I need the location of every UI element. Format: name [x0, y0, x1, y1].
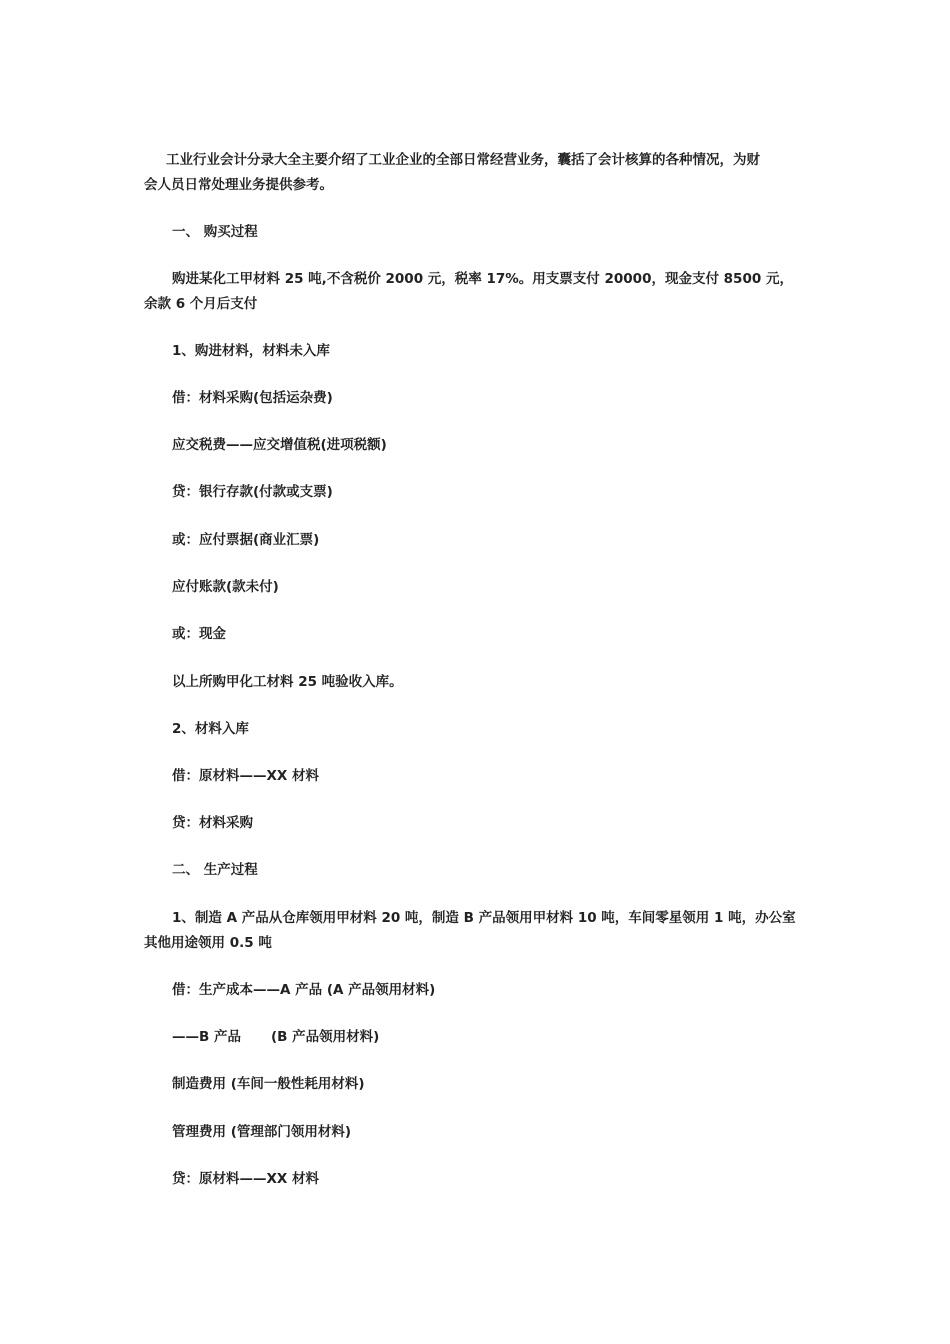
step-heading-buy-materials: 1、购进材料，材料未入库 [172, 343, 330, 359]
entry-admin-expense: 管理费用 (管理部门领用材料) [172, 1124, 352, 1140]
production-paragraph-line1: 1、制造 A 产品从仓库领用甲材料 20 吨，制造 B 产品领用甲材料 10 吨，车间零星领用 1 吨，办公室 [172, 910, 796, 926]
production-paragraph-line2: 其他用途领用 0.5 吨 [144, 935, 272, 951]
purchase-paragraph-line2: 余款 6 个月后支付 [144, 296, 258, 312]
received-note: 以上所购甲化工材料 25 吨验收入库。 [172, 674, 403, 690]
entry-or-notes-payable: 或：应付票据(商业汇票) [172, 532, 320, 548]
entry-credit-raw-materials: 贷：原材料——XX 材料 [172, 1171, 320, 1187]
step-heading-materials-in: 2、材料入库 [172, 721, 249, 737]
entry-cost-b-account: ——B 产品 [172, 1029, 241, 1045]
entry-vat-input: 应交税费——应交增值税(进项税额) [172, 437, 387, 453]
entry-credit-bank-deposit: 贷：银行存款(付款或支票) [172, 484, 333, 500]
section-heading-production: 二、 生产过程 [172, 862, 258, 878]
purchase-paragraph-line1: 购进某化工甲材料 25 吨,不含税价 2000 元，税率 17%。用支票支付 20000，现金支付 8500 元， [172, 271, 793, 287]
entry-credit-material-purchase: 贷：材料采购 [172, 815, 253, 831]
entry-manufacturing-overhead: 制造费用 (车间一般性耗用材料) [172, 1076, 365, 1092]
intro-paragraph-line2: 会人员日常处理业务提供参考。 [144, 177, 333, 193]
intro-paragraph-line1: 工业行业会计分录大全主要介绍了工业企业的全部日常经营业务，囊括了会计核算的各种情况，为财 [166, 152, 760, 168]
entry-cost-b-note: (B 产品领用材料) [271, 1029, 380, 1045]
entry-debit-production-cost-a: 借：生产成本——A 产品 (A 产品领用材料) [172, 982, 436, 998]
entry-production-cost-b [172, 1028, 379, 1046]
entry-debit-raw-materials: 借：原材料——XX 材料 [172, 768, 320, 784]
entry-debit-material-purchase: 借：材料采购(包括运杂费) [172, 390, 333, 406]
section-heading-purchase: 一、 购买过程 [172, 224, 258, 240]
entry-or-cash: 或：现金 [172, 626, 226, 642]
entry-accounts-payable: 应付账款(款未付) [172, 579, 279, 595]
